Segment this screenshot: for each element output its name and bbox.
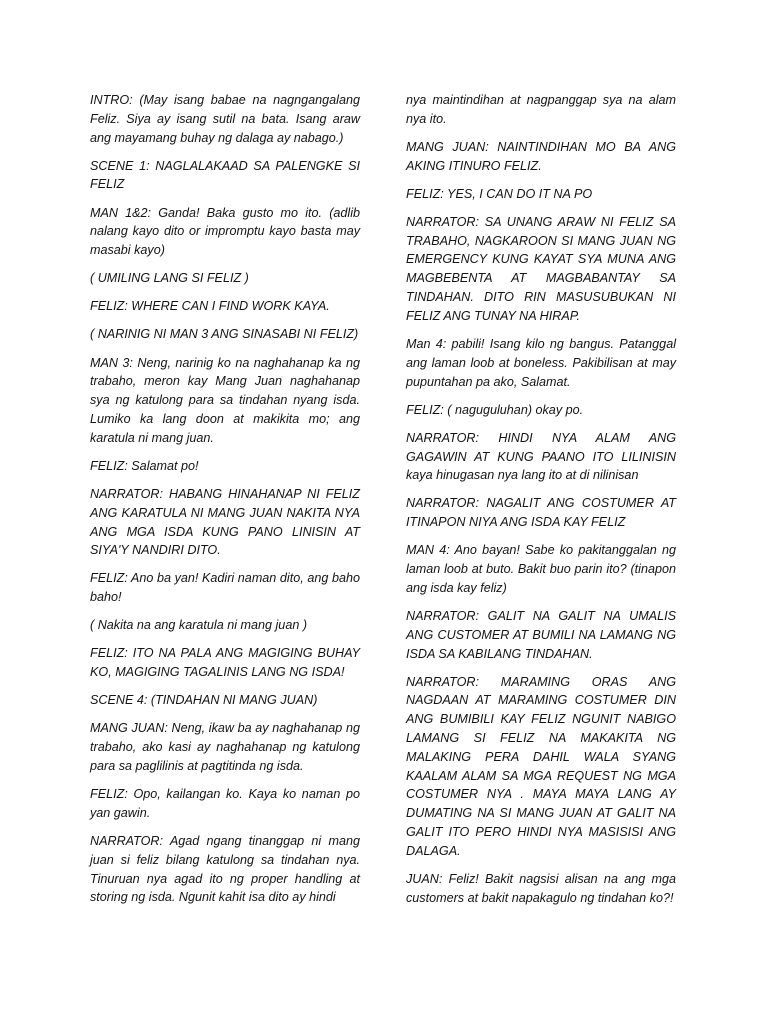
script-paragraph: MAN 1&2: Ganda! Baka gusto mo ito. (adlib nalang kayo dito or impromptu kayo basta may masabi kayo) bbox=[90, 205, 360, 258]
script-paragraph: FELIZ: Salamat po! bbox=[90, 458, 199, 473]
script-paragraph: NARRATOR: HABANG HINAHANAP NI FELIZ ANG KARATULA NI MANG JUAN NAKITA NYA ANG MGA ISDA KUNG PANO LINISIN AT SIYA'Y NANDIRI DITO. bbox=[90, 486, 360, 558]
script-paragraph: NARRATOR: MARAMING ORAS ANG NAGDAAN AT MARAMING COSTUMER DIN ANG BUMIBILI KAY FELIZ NGUNIT NABIGO LAMANG SI FELIZ NA MAKAKITA NG MALAKING PERA DAHIL WALA SYANG KAALAM ALAM SA MGA REQUEST NG MGA COSTUMER NYA . MAYA MAYA LANG AY DUMATING NA SI MANG JUAN AT GALIT NA GALIT ITO PERO HINDI NYA MASISISI ANG DALAGA. bbox=[406, 674, 676, 858]
left-column bbox=[90, 91, 360, 916]
script-paragraph: FELIZ: WHERE CAN I FIND WORK KAYA. bbox=[90, 299, 330, 314]
script-paragraph: SCENE 1: NAGLALAKAAD SA PALENGKE SI FELIZ bbox=[90, 158, 360, 192]
script-paragraph: nya maintindihan at nagpanggap sya na alam nya ito. bbox=[406, 93, 676, 126]
script-paragraph: MANG JUAN: Neng, ikaw ba ay naghahanap ng trabaho, ako kasi ay naghahanap ng katulong para sa paglilinis at pagtitinda ng isda. bbox=[90, 721, 360, 773]
script-paragraph: ( UMILING LANG SI FELIZ ) bbox=[90, 271, 249, 286]
script-paragraph: ( Nakita na ang karatula ni mang juan ) bbox=[90, 618, 308, 633]
script-paragraph: JUAN: Feliz! Bakit nagsisi alisan na ang mga customers at bakit napakagulo ng tindahan ko?! bbox=[406, 871, 676, 905]
script-paragraph: NARRATOR: SA UNANG ARAW NI FELIZ SA TRABAHO, NAGKAROON SI MANG JUAN NG EMERGENCY KUNG KAYAT SYA MUNA ANG MAGBEBENTA AT MAGBABANTAY SA TINDAHAN. DITO RIN MASUSUBUKAN NI FELIZ ANG TUNAY NA HIRAP. bbox=[406, 214, 676, 323]
script-paragraph: ( NARINIG NI MAN 3 ANG SINASABI NI FELIZ) bbox=[90, 327, 359, 342]
script-paragraph: INTRO: (May isang babae na nagngangalang Feliz. Siya ay isang sutil na bata. Isang araw ang mayamang buhay ng dalaga ay nabago.) bbox=[90, 93, 360, 145]
right-column bbox=[406, 91, 676, 917]
script-paragraph: NARRATOR: GALIT NA GALIT NA UMALIS ANG CUSTOMER AT BUMILI NA LAMANG NG ISDA SA KABILANG TINDAHAN. bbox=[406, 609, 676, 661]
script-paragraph: MAN 3: Neng, narinig ko na naghahanap ka ng trabaho, meron kay Mang Juan naghahanap sya ng katulong para sa tindahan nyang isda. Lumiko ka lang doon at makikita mo; ang karatula ni mang juan. bbox=[90, 355, 360, 445]
script-paragraph: FELIZ: YES, I CAN DO IT NA PO bbox=[406, 186, 593, 201]
script-paragraph: MAN 4: Ano bayan! Sabe ko pakitanggalan ng laman loob at buto. Bakit buo parin ito? (tinapon ang isda kay feliz) bbox=[406, 543, 676, 595]
script-paragraph: FELIZ: Ano ba yan! Kadiri naman dito, ang baho baho! bbox=[90, 571, 360, 605]
script-paragraph: FELIZ: ITO NA PALA ANG MAGIGING BUHAY KO, MAGIGING TAGALINIS LANG NG ISDA! bbox=[90, 646, 360, 680]
script-paragraph: NARRATOR: NAGALIT ANG COSTUMER AT ITINAPON NIYA ANG ISDA KAY FELIZ bbox=[406, 496, 676, 530]
script-paragraph: FELIZ: Opo, kailangan ko. Kaya ko naman po yan gawin. bbox=[90, 787, 360, 820]
script-paragraph: SCENE 4: (TINDAHAN NI MANG JUAN) bbox=[90, 693, 318, 708]
script-paragraph: FELIZ: ( naguguluhan) okay po. bbox=[406, 402, 584, 417]
script-paragraph: MANG JUAN: NAINTINDIHAN MO BA ANG AKING ITINURO FELIZ. bbox=[406, 139, 676, 173]
script-paragraph: Man 4: pabili! Isang kilo ng bangus. Patanggal ang laman loob at boneless. Pakibilisan at may pupuntahan pa ako, Salamat. bbox=[406, 336, 676, 389]
script-paragraph: NARRATOR: HINDI NYA ALAM ANG GAGAWIN AT KUNG PAANO ITO LILINISIN kaya hinugasan nya lang ito at di nilinisan bbox=[406, 430, 676, 483]
script-paragraph: NARRATOR: Agad ngang tinanggap ni mang juan si feliz bilang katulong sa tindahan nya. Tinuruan nya agad ito ng proper handling at storing ng isda. Ngunit kahit isa dito ay hindi bbox=[90, 833, 360, 905]
